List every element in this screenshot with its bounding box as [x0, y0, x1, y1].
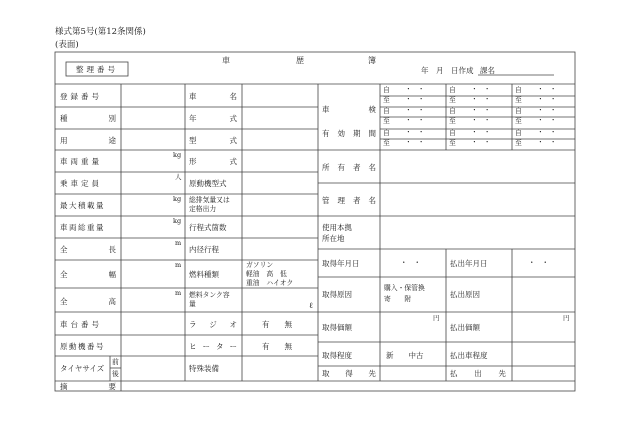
acquisition-reason-label: 取得原因 — [322, 290, 352, 299]
acquisition-date-label: 取得年月日 — [322, 259, 360, 268]
length-label: 全 長 — [60, 245, 116, 254]
tank-label-2: 量 — [189, 300, 196, 308]
disposed-to-label: 払 出 先 — [450, 369, 506, 378]
radio-presence: 有 無 — [262, 320, 292, 329]
period-dots-7: ・・ — [405, 106, 431, 114]
period-dots-12: ・・ — [537, 116, 563, 124]
unit-m-1: m — [175, 239, 182, 247]
chassis-number-label: 車台番号 — [60, 320, 102, 329]
manager-label: 管 理 者 名 — [322, 196, 376, 205]
unit-m-3: m — [175, 289, 182, 297]
acquisition-degree-label: 取得程度 — [322, 351, 352, 360]
width-label: 全 幅 — [60, 270, 116, 279]
unit-yen-2: 円 — [563, 314, 570, 322]
period-from-label-1: 自 — [383, 86, 390, 94]
purchase-label-2: 寄 附 — [384, 295, 412, 303]
fuel-option-3: 重油 ハイオク — [246, 279, 294, 287]
period-from-label-3: 自 — [449, 86, 456, 94]
section-name-label: 課名 — [480, 66, 495, 75]
period-dots-17: ・・ — [537, 128, 563, 136]
period-to-label-6: 至 — [515, 96, 522, 104]
disposal-date-label: 払出年月日 — [450, 259, 488, 268]
disposal-vehicle-degree-label: 払出車程度 — [450, 351, 488, 360]
tank-label-1: 燃料タンク容 — [189, 291, 230, 299]
disposal-price-label: 払出価額 — [450, 323, 480, 332]
period-dots-6: ・・ — [537, 95, 563, 103]
vehicle-weight-label: 車両重量 — [60, 157, 102, 166]
period-dots-16: ・・ — [471, 138, 497, 146]
period-to-label-16: 至 — [449, 139, 456, 147]
period-from-label-15: 自 — [449, 129, 456, 137]
period-from-label-9: 自 — [449, 107, 456, 115]
fuel-option-1: ガソリン — [246, 261, 274, 269]
unit-kg-3: kg — [173, 217, 182, 225]
period-dots-1: ・・ — [405, 85, 431, 93]
max-load-label: 最大積載量 — [60, 201, 105, 210]
heater-label: ヒ ー タ ー — [189, 342, 237, 351]
model-label: 型 式 — [189, 136, 237, 145]
period-dots-10: ・・ — [471, 116, 497, 124]
period-dots-14: ・・ — [405, 138, 431, 146]
acquisition-date-dots: ・・ — [400, 258, 427, 267]
period-to-label-18: 至 — [515, 139, 522, 147]
period-to-label-4: 至 — [449, 96, 456, 104]
radio-label: ラ ジ オ — [189, 320, 237, 329]
form-label: 形 式 — [189, 157, 237, 166]
gross-weight-label: 車両総重量 — [60, 223, 105, 232]
tire-rear-label: 後 — [112, 370, 119, 378]
engine-number-label: 原動機番号 — [60, 342, 105, 351]
user-base-label-2: 所在地 — [322, 234, 345, 243]
remarks-label: 摘 要 — [60, 382, 116, 391]
unit-kg-1: kg — [173, 151, 182, 159]
disposal-date-dots: ・・ — [528, 258, 555, 267]
user-base-label-1: 使用本拠 — [322, 223, 352, 232]
owner-label: 所 有 者 名 — [322, 163, 376, 172]
disposal-reason-label: 払出原因 — [450, 290, 480, 299]
date-created: 年 月 日作成 — [421, 66, 474, 75]
period-dots-8: ・・ — [405, 116, 431, 124]
tire-front-label: 前 — [112, 358, 119, 366]
engine-model-label: 原動機型式 — [189, 179, 227, 188]
form-number: 様式第5号(第12条関係) — [55, 27, 146, 37]
period-from-label-7: 自 — [383, 107, 390, 115]
unit-yen-1: 円 — [433, 314, 440, 322]
title-char-2: 歴 — [296, 56, 304, 65]
period-dots-5: ・・ — [537, 85, 563, 93]
capacity-label: 乗車定員 — [60, 179, 102, 188]
bore-stroke-label: 内径行程 — [189, 245, 219, 254]
vehicle-name-label: 車 名 — [189, 92, 237, 101]
unit-m-2: m — [175, 261, 182, 269]
period-from-label-11: 自 — [515, 107, 522, 115]
purchase-label-1: 購入・保管換 — [384, 284, 425, 292]
form-side: (表面) — [55, 40, 79, 50]
height-label: 全 高 — [60, 297, 116, 306]
unit-kg-2: kg — [173, 195, 182, 203]
new-used-label: 新 中古 — [386, 351, 424, 360]
period-dots-15: ・・ — [471, 128, 497, 136]
registration-number-label: 登録番号 — [60, 92, 102, 101]
type-label: 種 別 — [60, 114, 116, 123]
period-dots-4: ・・ — [471, 95, 497, 103]
period-to-label-12: 至 — [515, 117, 522, 125]
serial-number-label: 整理番号 — [76, 65, 118, 74]
inspection-label: 車 検 — [322, 105, 376, 114]
displacement-label-2: 定格出力 — [189, 205, 217, 213]
title-char-3: 簿 — [368, 56, 376, 65]
period-to-label-10: 至 — [449, 117, 456, 125]
acquisition-price-label: 取得価額 — [322, 323, 352, 332]
unit-liter: ℓ — [309, 301, 313, 310]
tire-size-label: タイヤサイズ — [60, 364, 105, 373]
period-from-label-17: 自 — [515, 129, 522, 137]
title-char-1: 車 — [222, 56, 230, 65]
fuel-option-2: 軽油 高 低 — [246, 270, 287, 278]
period-from-label-13: 自 — [383, 129, 390, 137]
period-to-label-2: 至 — [383, 96, 390, 104]
period-to-label-14: 至 — [383, 139, 390, 147]
heater-presence: 有 無 — [262, 342, 292, 351]
period-dots-18: ・・ — [537, 138, 563, 146]
acquired-from-label: 取 得 先 — [322, 369, 376, 378]
period-to-label-8: 至 — [383, 117, 390, 125]
unit-person: 人 — [175, 173, 182, 181]
model-year-label: 年 式 — [189, 114, 237, 123]
period-dots-13: ・・ — [405, 128, 431, 136]
use-label: 用 途 — [60, 136, 116, 145]
period-from-label-5: 自 — [515, 86, 522, 94]
period-dots-2: ・・ — [405, 95, 431, 103]
period-dots-3: ・・ — [471, 85, 497, 93]
validity-label: 有 効 期 間 — [322, 129, 376, 138]
special-equipment-label: 特殊装備 — [189, 364, 219, 373]
strokes-label: 行程式箇数 — [189, 223, 227, 232]
period-dots-9: ・・ — [471, 106, 497, 114]
displacement-label-1: 総排気量又は — [189, 196, 230, 204]
fuel-type-label: 燃料種類 — [189, 270, 219, 279]
period-dots-11: ・・ — [537, 106, 563, 114]
